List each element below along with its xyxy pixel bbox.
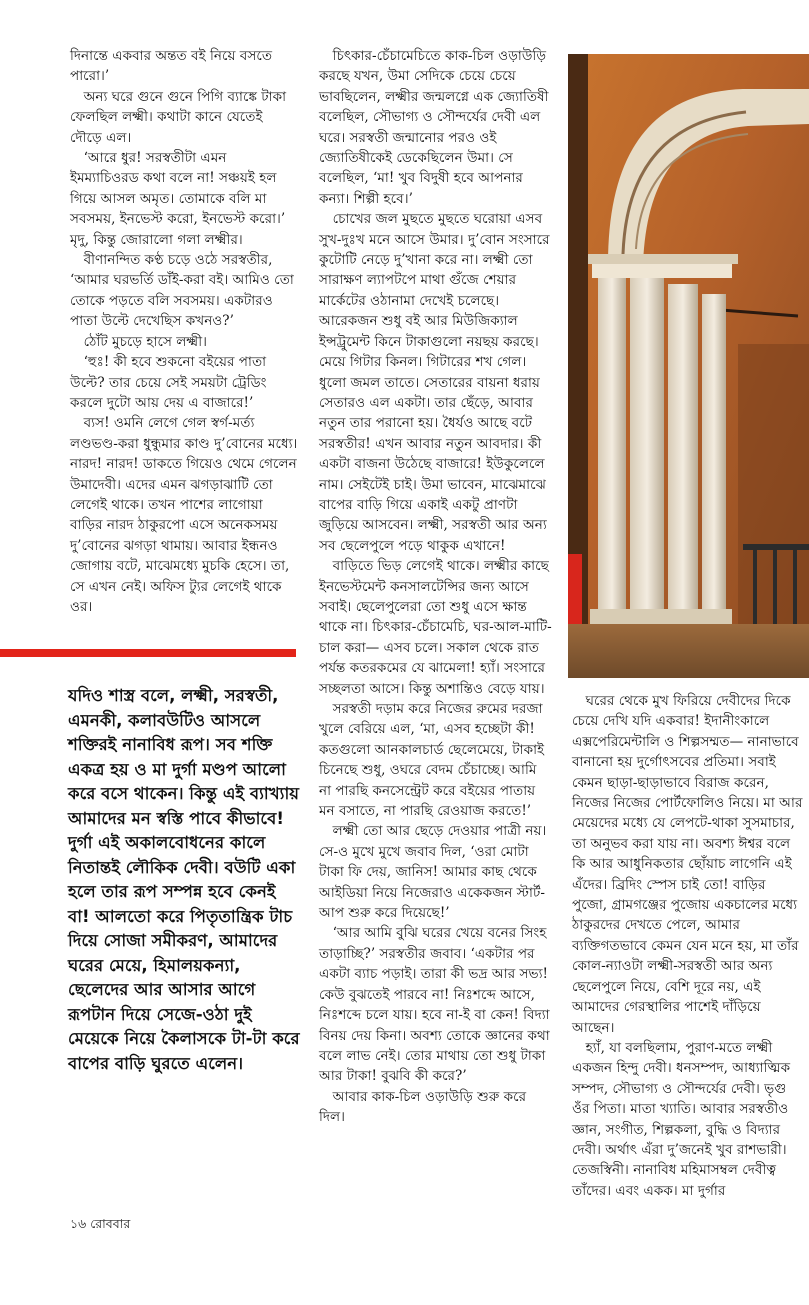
article-paragraph: চিৎকার-চেঁচামেচিতে কাক-চিল ওড়াউড়ি করছে যখন, উমা সেদিকে চেয়ে চেয়ে ভাবছিলেন, লক্ষ্মীর জন্মলগ্নে এক জ্যোতিষী বলেছিল, সৌভাগ্য ও সৌন্দর্যের দেবী এল ঘরে। সরস্বতী জন্মানোর পরও ওই জ্যোতিষীকেই ডেকেছিলেন উমা। সে বলেছিল, ‘মা! খুব বিদুষী হবে আপনার কন্যা। শিল্পী হবে।’ <box>319 48 549 207</box>
article-paragraph: ‘হুঃ! কী হবে শুকনো বইয়ের পাতা উল্টে? তার চেয়ে সেই সময়টা ট্রেডিং করলে দুটো আয় দেয় এ বাজারে!’ <box>70 354 267 411</box>
article-paragraph: ‘আর আমি বুঝি ঘরের খেয়ে বনের সিংহ তাড়াচ্ছি?’ সরস্বতীর জবাব। ‘একটার পর একটা ব্যাচ পড়াই। তারা কী ভদ্র আর সভ্য! কেউ বুঝতেই পারবে না! নিঃশব্দে আসে, নিঃশব্দে চলে যায়। হবে না-ই বা কেন! বিদ্যা বিনয় দেয় কিনা। অবশ্য তোকে জ্ঞানের কথা বলে লাভ নেই। তোর মাথায় তো শুধু টাকা আর টাকা! বুঝবি কী করে?’ <box>319 925 550 1085</box>
article-paragraph: বীণানন্দিত কণ্ঠ চড়ে ওঠে সরস্বতীর, ‘আমার ঘরভর্তি ডাঁই-করা বই। আমিও তো তোকে পড়তে বলি সবসময়। একটারও পাতা উল্টে দেখেছিস কখনও?’ <box>70 252 294 330</box>
page-footer <box>70 1216 130 1236</box>
article-photo <box>568 54 809 678</box>
accent-divider <box>0 649 296 657</box>
article-paragraph: বাড়িতে ভিড় লেগেই থাকে। লক্ষ্মীর কাছে ইনভেস্টমেন্ট কনসালটেন্সির জন্য আসে সবাই। ছেলেপুলেরা তো শুধু এসে ক্ষান্ত থাকে না। চিৎকার-চেঁচামেচি, ঘর-আল-মাটি-চাল করা— এসব চলে। সকাল থেকে রাত পর্যন্ত কতরকমের যে ঝামেলা! হ্যাঁ। সংসারে সচ্ছলতা আসে। কিন্তু অশান্তিও বেড়ে যায়। <box>319 558 552 697</box>
article-paragraph: সরস্বতী দড়াম করে নিজের রুমের দরজা খুলে বেরিয়ে এল, ‘মা, এসব হচ্ছেটা কী! কতগুলো আনকালচার্ড ছেলেমেয়ে, টাকাই চিনেছে শুধু, ওঘরে বেদম চেঁচাচ্ছে। আমি না পারছি কনসেন্ট্রেট করে বইয়ের পাতায় মন বসাতে, না পারছি রেওয়াজ করতে!’ <box>319 701 545 820</box>
article-paragraph: চোখের জল মুছতে মুছতে ঘরোয়া এসব সুখ-দুঃখ মনে আসে উমার। দু’বোন সংসারে কুটোটি নেড়ে দু’খানা করে না। লক্ষ্মী তো সারাক্ষণ ল্যাপটপে মাথা গুঁজে শেয়ার মার্কেটের ওঠানামা দেখেই চলেছে। আরেকজন শুধু বই আর মিউজিক্যাল ইন্সট্রুমেন্ট কিনে টাকাগুলো নয়ছয় করছে। মেয়ে গিটার কিনল। গিটারের শখ গেল। ধুলো জমল তাতে। সেতারের বায়না ধরায় সেতারও এল একটা। তার ছেঁড়ে, আবার নতুন তার পরানো হয়। ধৈর্যও আছে বটে সরস্বতীর! এখন আবার নতুন আবদার। কী একটা বাজনা উঠেছে বাজারে! ইউকুলেলে নাম। সেইটেই চাই। উমা ভাবেন, মাঝেমাঝে বাপের বাড়ি গিয়ে একাই একটু প্রাণটা জুড়িয়ে আসবেন। লক্ষ্মী, সরস্বতী আর অন্য সব ছেলেপুলে পড়ে থাকুক এখানে! <box>319 211 550 554</box>
article-paragraph: দিনান্তে একবার অন্তত বই নিয়ে বসতে পারো।’ <box>70 48 273 85</box>
article-paragraph: ব্যস! ওমনি লেগে গেল স্বর্গ-মর্ত্য লণ্ডভণ্ড-করা ধুন্ধুমার কাণ্ড দু’বোনের মধ্যে। নারদ! নারদ! ডাকতে গিয়েও থেমে গেলেন উমাদেবী। এদের এমন ঝগড়াঝাটি তো লেগেই থাকে। তখন পাশের লাগোয়া বাড়ির নারদ ঠাকুরপো এসে অনেকসময় দু’বোনের ঝগড়া থামায়। আবার ইন্ধনও জোগায় বটে, মাঝেমধ্যে মুচকি হেসে। তা, সে এখন নেই। অফিস ট্যুর লেগেই থাকে ওর। <box>70 415 298 615</box>
magazine-name: রোববার <box>90 1216 131 1231</box>
article-paragraph: ঘরের থেকে মুখ ফিরিয়ে দেবীদের দিকে চেয়ে দেখি যদি একবার! ইদানীংকালে এক্সপেরিমেন্টালি ও শিল্পসম্মত— নানাভাবে বানানো হয় দুর্গোৎসবের প্রতিমা। সবাই কেমন ছাড়া-ছাড়াভাবে বিরাজ করেন, নিজের নিজের পোর্টফোলিও নিয়ে। মা আর মেয়েদের মধ্যে যে লেপটে-থাকা সুসমাচার, তা অনুভব করা যায় না। অবশ্য ঈশ্বর বলে কি আর আধুনিকতার ছোঁয়াচ লাগেনি এই এঁদের। ব্রিদিং স্পেস চাই তো! বাড়ির পুজো, গ্রামগঞ্জের পুজোয় একচালের মধ্যে ঠাকুরদের দেখতে পেলে, আমার ব্যক্তিগতভাবে কেমন যেন মনে হয়, মা তাঁর কোল-ন্যাওটা লক্ষ্মী-সরস্বতী আর অন্য ছেলেপুলে নিয়ে, বেশি দূরে নয়, এই আমাদের গেরস্থালির পাশেই দাঁড়িয়ে আছেন। <box>572 693 803 1036</box>
article-paragraph: আবার কাক-চিল ওড়াউড়ি শুরু করে দিল। <box>319 1088 527 1126</box>
article-column-2 <box>319 46 552 1128</box>
page-number: ১৬ <box>70 1216 87 1231</box>
article-paragraph: ‘আরে ধুর! সরস্বতীটা এমন ইমম্যাচিওরড কথা বলে না! সঞ্চয়ই হল গিয়ে আসল অমৃত। তোমাকে বলি মা সবসময়, ইনভেস্ট করো, ইনভেস্ট করো।’ মৃদু, কিন্তু জোরালো গলা লক্ষ্মীর। <box>70 150 286 248</box>
article-column-3 <box>572 691 804 1201</box>
article-paragraph: অন্য ঘরে গুনে গুনে পিগি ব্যাঙ্কে টাকা ফেলছিল লক্ষ্মী। কথাটা কানে যেতেই দৌড়ে এল। <box>70 88 287 146</box>
article-column-1 <box>70 46 298 617</box>
article-paragraph: হ্যাঁ, যা বলছিলাম, পুরাণ-মতে লক্ষ্মী একজন হিন্দু দেবী। ধনসম্পদ, আধ্যাত্মিক সম্পদ, সৌভাগ্য ও সৌন্দর্যের দেবী। ভৃগু ওঁর পিতা। মাতা খ্যাতি। আবার সরস্বতীও জ্ঞান, সংগীত, শিল্পকলা, বুদ্ধি ও বিদ্যার দেবী। অর্থাৎ এঁরা দু’জনেই খুব রাশভারী। তেজস্বিনী। নানাবিধ মহিমাসম্বল দেবীত্ব তাঁদের। এবং একক। মা দুর্গার <box>572 1039 791 1199</box>
pull-quote: যদিও শাস্ত্র বলে, লক্ষ্মী, সরস্বতী, এমনকী, কলাবউটিও আসলে শক্তিরই নানাবিধ রূপ। সব শক্তি একত্র হয় ও মা দুর্গা মণ্ডপ আলো করে বসে থাকেন। কিন্তু এই ব্যাখ্যায় আমাদের মন স্বস্তি পাবে কীভাবে! দুর্গা এই অকালবোধনের কালে নিতান্তই লৌকিক দেবী। বউটি একা হলে তার রূপ সম্পন্ন হবে কেনই বা! আলতো করে পিতৃতান্ত্রিক টাচ দিয়ে সোজা সমীকরণ, আমাদের ঘরের মেয়ে, হিমালয়কন্যা, ছেলেদের আর আসার আগে রূপটান দিয়ে সেজে-ওঠা দুই মেয়েকে নিয়ে কৈলাসকে টা-টা করে বাপের বাড়ি ঘুরতে এলেন। <box>68 686 300 1073</box>
article-paragraph: লক্ষ্মী তো আর ছেড়ে দেওয়ার পাত্রী নয়। সে-ও মুখে মুখে জবাব দিল, ‘ওরা মোটা টাকা ফি দেয়, জানিস! আমার কাছ থেকে আইডিয়া নিয়ে নিজেরাও একেকজন স্টার্ট-আপ শুরু করে দিয়েছে!’ <box>319 823 547 922</box>
article-paragraph: ঠোঁট মুচড়ে হাসে লক্ষ্মী। <box>83 333 207 350</box>
